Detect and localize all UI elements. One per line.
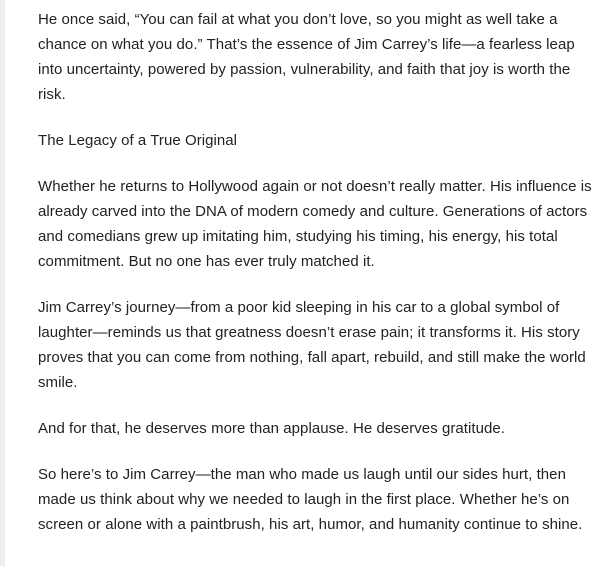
quote-paragraph: He once said, “You can fail at what you don’t love, so you might as well take a chance on what you do.” That’s the essence of Jim Carrey’s life—a fearless leap into uncertainty, powered by passion, vulnerability, and faith that joy is worth the risk.: [38, 11, 575, 103]
legacy-paragraph: Whether he returns to Hollywood again or not doesn’t really matter. His influence is already carved into the DNA of modern comedy and culture. Generations of actors and comedians grew up imitating him, studying his timing, his energy, his total commitment. But no one has ever truly matched it.: [38, 178, 592, 270]
left-rail: [0, 0, 5, 566]
journey-paragraph: Jim Carrey’s journey—from a poor kid sleeping in his car to a global symbol of laughter—reminds us that greatness doesn’t erase pain; it transforms it. His story proves that you can come from nothing, fall apart, rebuild, and still make the world smile.: [38, 299, 586, 391]
article-body: [38, 7, 598, 537]
closing-paragraph: So here’s to Jim Carrey—the man who made us laugh until our sides hurt, then made us think about why we needed to laugh in the first place. Whether he’s on screen or alone with a paintbrush, his art, humor, and humanity continue to shine.: [38, 466, 583, 533]
gratitude-paragraph: And for that, he deserves more than applause. He deserves gratitude.: [38, 420, 506, 437]
section-heading: The Legacy of a True Original: [38, 132, 238, 149]
